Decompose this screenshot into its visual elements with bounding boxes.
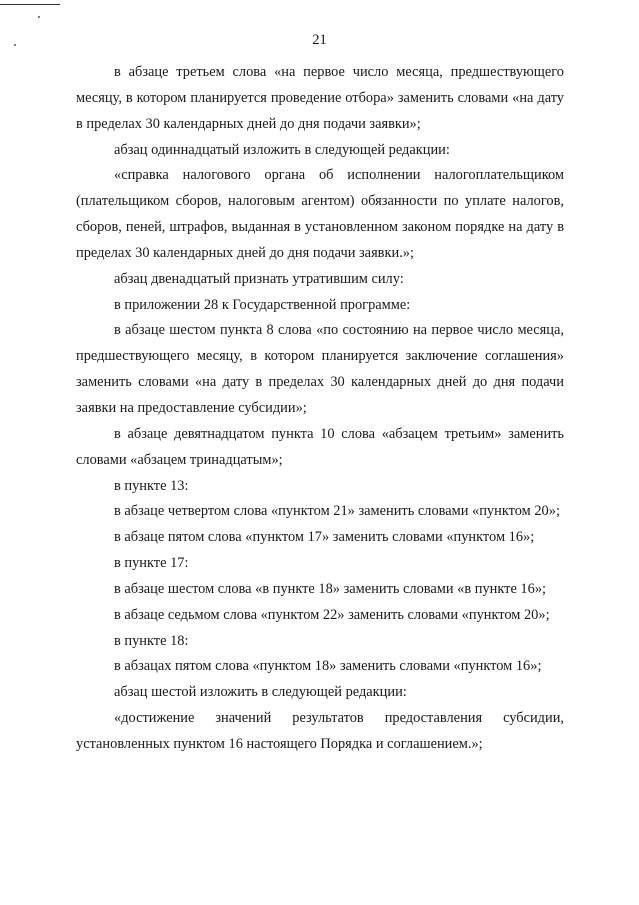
- paragraph: в абзаце третьем слова «на первое число месяца, предшествующего месяцу, в котором планируется проведение отбора» заменить словами «на дату в пределах 30 календарных дней до дня подачи заявки»;: [76, 64, 564, 132]
- paragraph: в абзаце девятнадцатом пункта 10 слова «абзацем третьим» заменить словами «абзацем тринадцатым»;: [76, 425, 564, 468]
- top-edge-rule: [0, 4, 60, 5]
- scan-speck: [38, 16, 40, 18]
- paragraph: абзац шестой изложить в следующей редакции:: [114, 684, 407, 701]
- paragraph: в абзацах пятом слова «пунктом 18» заменить словами «пунктом 16»;: [114, 658, 542, 675]
- paragraph: в абзаце четвертом слова «пунктом 21» заменить словами «пунктом 20»;: [114, 503, 560, 520]
- paragraph: в пункте 18:: [114, 632, 189, 649]
- paragraph: «достижение значений результатов предоставления субсидии, установленных пунктом 16 настоящего Порядка и соглашением.»;: [76, 710, 564, 752]
- paragraph: «справка налогового органа об исполнении налогоплательщиком (плательщиком сборов, налоговым агентом) обязанности по уплате налогов, сборов, пеней, штрафов, выданная в установленном законом порядке на дату в пределах 30 календарных дней до дня подачи заявки.»;: [76, 167, 564, 261]
- paragraph: абзац одиннадцатый изложить в следующей редакции:: [114, 141, 450, 158]
- paragraph: в абзаце шестом слова «в пункте 18» заменить словами «в пункте 16»;: [114, 580, 547, 597]
- paragraph: в абзаце седьмом слова «пунктом 22» заменить словами «пунктом 20»;: [114, 606, 550, 623]
- document-body: [76, 60, 564, 758]
- paragraph: в приложении 28 к Государственной программе:: [114, 296, 411, 313]
- paragraph: в абзаце пятом слова «пунктом 17» заменить словами «пунктом 16»;: [114, 529, 535, 546]
- paragraph: в пункте 17:: [114, 555, 189, 572]
- paragraph: в пункте 13:: [114, 477, 189, 494]
- paragraph: абзац двенадцатый признать утратившим силу:: [114, 270, 404, 287]
- paragraph: в абзаце шестом пункта 8 слова «по состоянию на первое число месяца, предшествующего месяцу, в котором планируется заключение соглашения» заменить словами «на дату в пределах 30 календарных дней до дня подачи заявки на предоставление субсидии»;: [76, 322, 564, 416]
- page-number: 21: [312, 32, 327, 48]
